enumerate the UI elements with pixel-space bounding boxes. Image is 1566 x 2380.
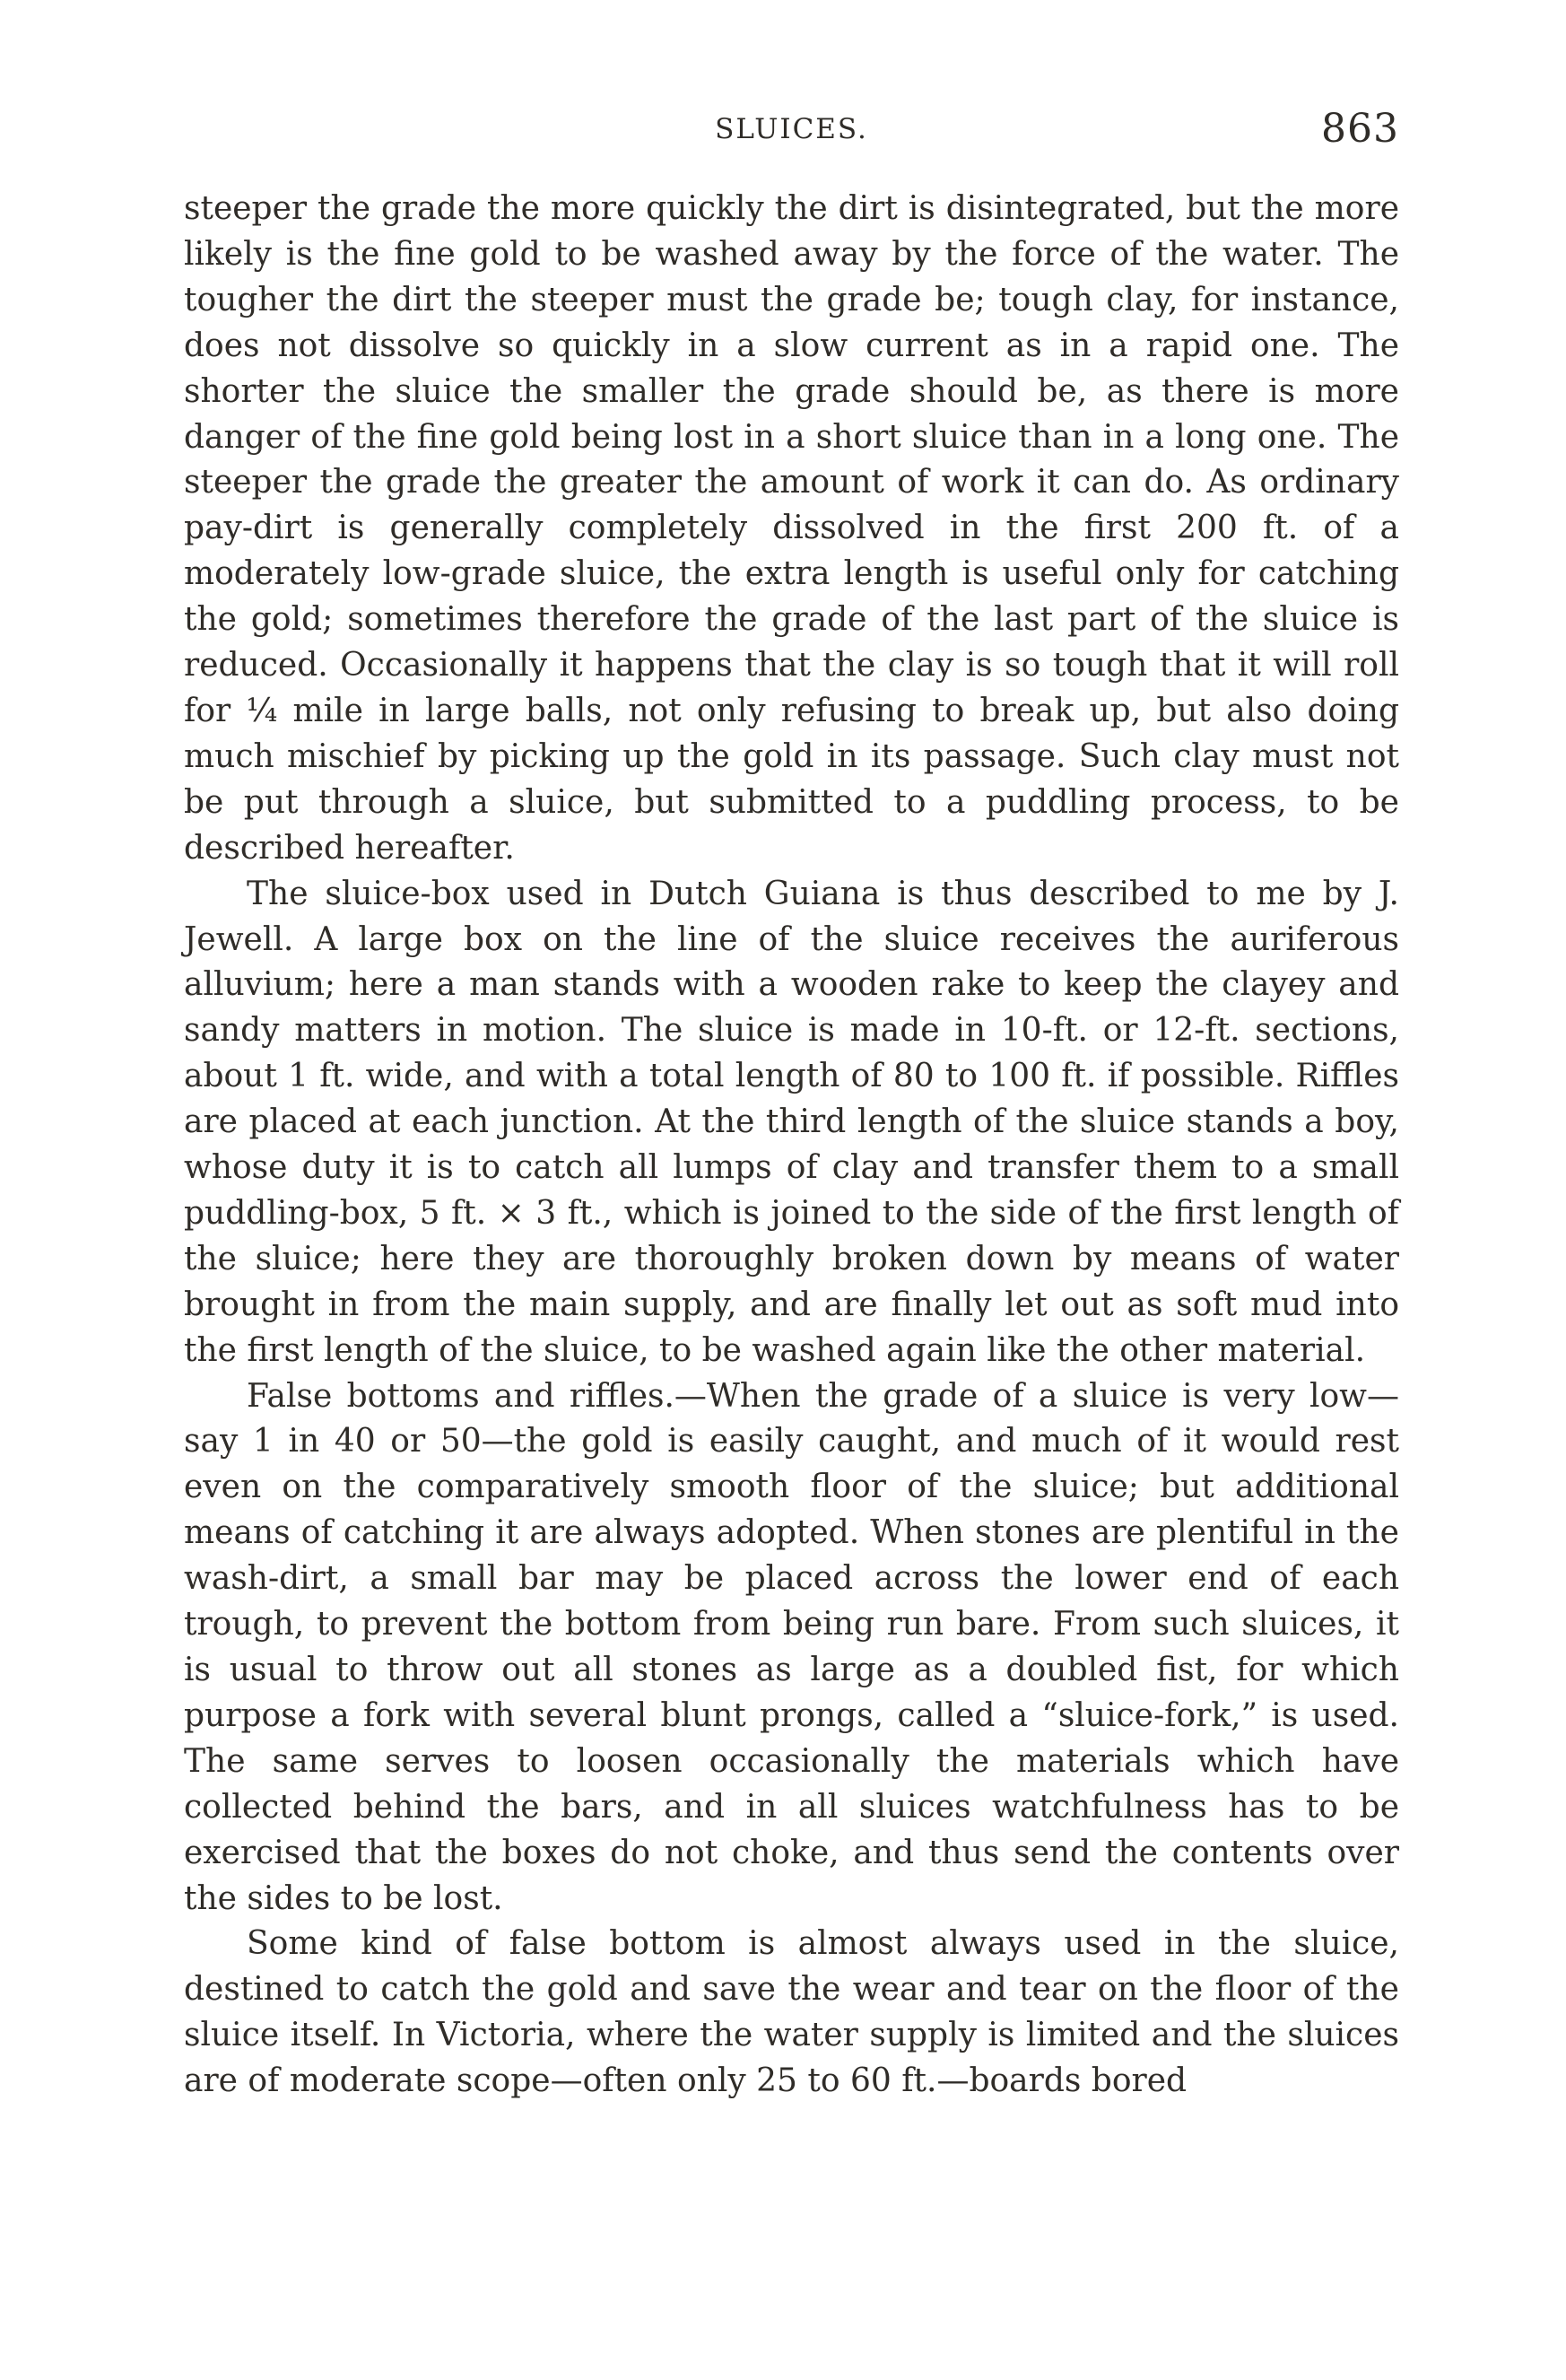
page-number: 863	[1321, 106, 1399, 152]
paragraph-false-bottoms-and-riffles: False bottoms and riffles.—When the grade of a sluice is very low—say 1 in 40 or 50—the gold is easily caught, and much of it would rest even on the comparatively smooth floor of the sluice; but additional means of catching it are always adopted. When stones are plentiful in the wash-dirt, a small bar may be placed across the lower end of each trough, to prevent the bottom from being run bare. From such sluices, it is usual to throw out all stones as large as a doubled fist, for which purpose a fork with several blunt prongs, called a “sluice-fork,” is used. The same serves to loosen occasionally the materials which have collected behind the bars, and in all sluices watchfulness has to be exercised that the boxes do not choke, and thus send the contents over the sides to be lost.	[184, 1377, 1399, 1917]
paragraph-grade-continuation: steeper the grade the more quickly the dirt is disintegrated, but the more likely is the fine gold to be washed away by the force of the water. The tougher the dirt the steeper must the grade be; tough clay, for instance, does not dissolve so quickly in a slow current as in a rapid one. The shorter the sluice the smaller the grade should be, as there is more danger of the fine gold being lost in a short sluice than in a long one. The steeper the grade the greater the amount of work it can do. As ordinary pay-dirt is generally completely dissolved in the first 200 ft. of a moderately low-grade sluice, the extra length is useful only for catching the gold; sometimes therefore the grade of the last part of the sluice is reduced. Occasionally it happens that the clay is so tough that it will roll for ¼ mile in large balls, not only refusing to break up, but also doing much mischief by picking up the gold in its passage. Such clay must not be put through a sluice, but submitted to a puddling process, to be described hereafter.	[184, 190, 1399, 867]
paragraph-dutch-guiana-sluice-box: The sluice-box used in Dutch Guiana is thus described to me by J. Jewell. A large box on the line of the sluice receives the auriferous alluvium; here a man stands with a wooden rake to keep the clayey and sandy matters in motion. The sluice is made in 10-ft. or 12-ft. sections, about 1 ft. wide, and with a total length of 80 to 100 ft. if possible. Riffles are placed at each junction. At the third length of the sluice stands a boy, whose duty it is to catch all lumps of clay and transfer them to a small puddling-box, 5 ft. × 3 ft., which is joined to the side of the first length of the sluice; here they are thoroughly broken down by means of water brought in from the main supply, and are finally let out as soft mud into the first length of the sluice, to be washed again like the other material.	[184, 875, 1399, 1369]
running-title: SLUICES.	[715, 113, 868, 145]
body-text	[184, 187, 1399, 2105]
running-head	[184, 106, 1399, 160]
paragraph-false-bottom-victoria: Some kind of false bottom is almost always used in the sluice, destined to catch the gold and save the wear and tear on the floor of the sluice itself. In Victoria, where the water supply is limited and the sluices are of moderate scope—often only 25 to 60 ft.—boards bored	[184, 1925, 1399, 2100]
